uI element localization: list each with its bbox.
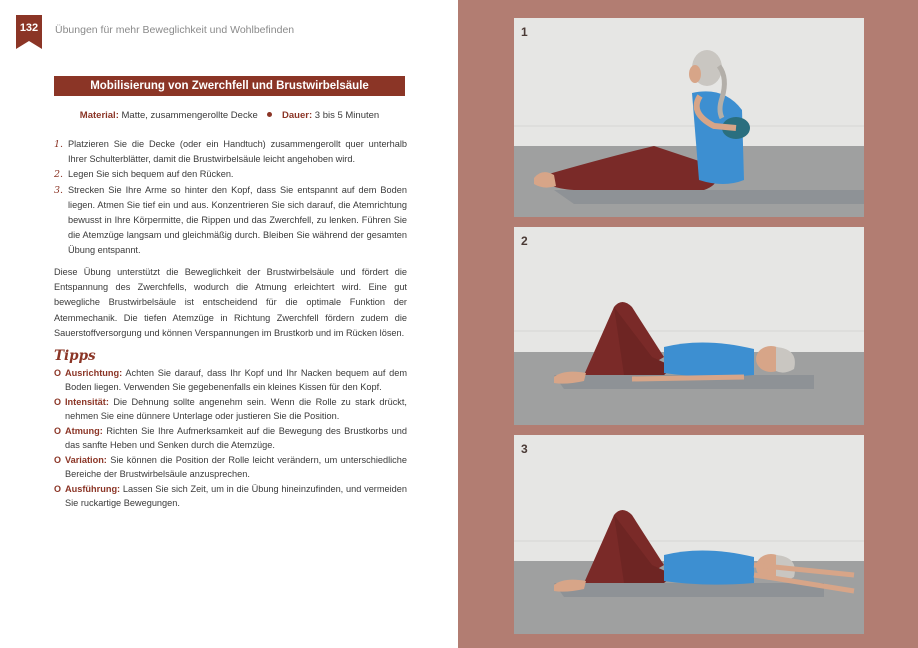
material-label: Material:: [79, 110, 119, 121]
tip-text: Die Dehnung sollte angenehm sein. Wenn die Rolle zu stark drückt, nehmen Sie eine dünnere Unterlage oder justieren Sie die Position.: [65, 397, 407, 422]
material-value: Matte, zusammengerollte Decke: [121, 110, 258, 121]
tip-term: Intensität:: [65, 397, 109, 407]
seated-figure-illustration: [514, 18, 864, 217]
exercise-photo-3: [514, 435, 864, 634]
tip-text: Richten Sie Ihre Aufmerksamkeit auf die Bewegung des Brustkorbs und das sanfte Heben und Senken durch die Atemzüge.: [65, 426, 408, 451]
step-text: Legen Sie sich bequem auf den Rücken.: [68, 169, 234, 180]
lying-figure-illustration: [514, 227, 864, 425]
tip-term: Ausführung:: [65, 484, 121, 494]
step-number: 3.: [54, 184, 64, 196]
tip-text: Achten Sie darauf, dass Ihr Kopf und Ihr Nacken bequem auf dem Boden liegen. Verwenden Sie gegebenenfalls ein kleines Kissen für den Kopf.: [65, 368, 408, 393]
body-paragraph: Diese Übung unterstützt die Beweglichkeit der Brustwirbelsäule und fördert die Entspannung des Zwerchfells, wodurch die Atmung erleichtert wird. Eine gut bewegliche Brustwirbelsäule ist entscheidend für die optimale Funktion der Atemmechanik. Die tiefen Atemzüge in Richtung Zwerchfell fördern zudem die Sauerstoffversorgung und können Verspannungen im Brustkorb und im Rücken lösen.: [54, 267, 407, 338]
left-page: [0, 0, 458, 648]
tip-item: [54, 366, 407, 395]
tip-text: Sie können die Position der Rolle leicht verändern, um unterschiedliche Bereiche der Brustwirbelsäule anzusprechen.: [65, 455, 407, 480]
tip-bullet-icon: O: [54, 484, 62, 494]
tip-text: Lassen Sie sich Zeit, um in die Übung hineinzufinden, und vermeiden Sie ruckartige Bewegungen.: [65, 484, 407, 509]
tip-item: [54, 395, 407, 424]
photo-number: 3: [521, 442, 528, 456]
tips-list: [54, 366, 407, 511]
step-item: [54, 183, 407, 259]
separator-dot-icon: [267, 112, 272, 117]
photo-number: 1: [521, 25, 528, 39]
tip-bullet-icon: O: [54, 455, 62, 465]
step-list: [54, 137, 407, 259]
tip-item: [54, 453, 407, 482]
step-text: Strecken Sie Ihre Arme so hinter den Kopf, dass Sie entspannt auf dem Boden liegen. Atmen Sie tief ein und aus. Konzentrieren Sie sich darauf, die Atemrichtung bewusst in Ihre Körpermitte, die Rippen und das Zwerchfell, zu lenken. Führen Sie die Atemzüge langsam und gleichmäßig durch. Bleiben Sie während der gesamten Übung entspannt.: [68, 184, 407, 256]
exercise-photo-1: [514, 18, 864, 217]
duration-value: 3 bis 5 Minuten: [314, 110, 380, 121]
step-number: 2.: [54, 169, 64, 181]
page-number: 132: [16, 15, 42, 41]
step-item: [54, 137, 407, 167]
tip-bullet-icon: O: [54, 426, 62, 436]
step-text: Platzieren Sie die Decke (oder ein Handtuch) zusammengerollt quer unterhalb Ihrer Schulterblätter, damit die Brustwirbelsäule leicht angehoben wird.: [68, 139, 407, 165]
running-head: Übungen für mehr Beweglichkeit und Wohlbefinden: [55, 24, 295, 36]
tip-bullet-icon: O: [54, 368, 62, 378]
tip-term: Atmung:: [65, 426, 103, 436]
tips-heading: Tipps: [54, 348, 96, 364]
duration-label: Dauer:: [282, 110, 313, 121]
tip-term: Variation:: [65, 455, 107, 465]
tip-term: Ausrichtung:: [65, 368, 123, 378]
step-number: 1.: [54, 139, 64, 150]
photo-number: 2: [521, 234, 528, 248]
material-line: [54, 110, 405, 121]
arms-overhead-figure-illustration: [514, 435, 864, 634]
tip-item: [54, 424, 407, 453]
tip-bullet-icon: O: [54, 397, 62, 407]
tip-item: [54, 482, 407, 511]
exercise-title: Mobilisierung von Zwerchfell und Brustwirbelsäule: [54, 76, 405, 96]
step-item: [54, 167, 407, 182]
exercise-photo-2: [514, 227, 864, 425]
